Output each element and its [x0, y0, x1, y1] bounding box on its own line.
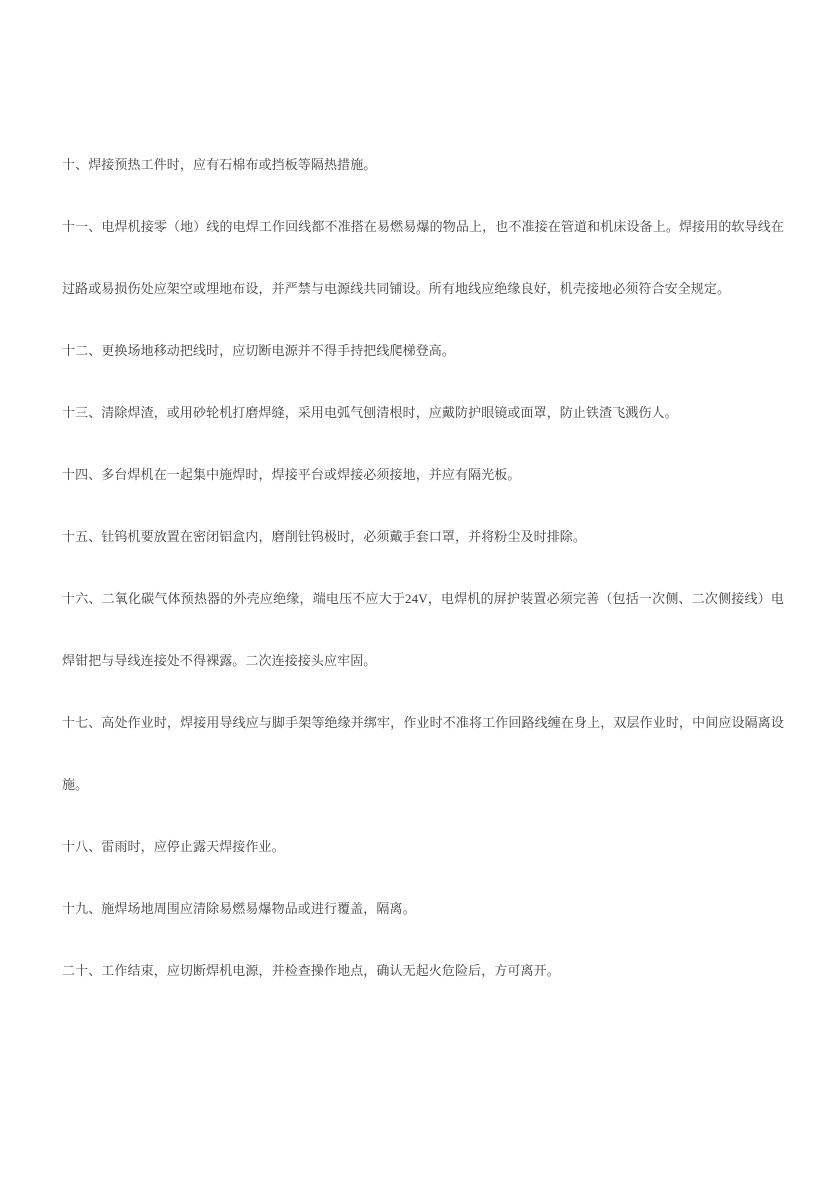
paragraph — [62, 320, 784, 382]
text-line: 十七、高处作业时，焊接用导线应与脚手架等绝缘并绑牢，作业时不准将工作回路线缠在身上，双层作业时，中间应设隔离设 — [62, 715, 784, 730]
document-body — [62, 134, 784, 1002]
text-line: 十五、钍钨机要放置在密闭铝盒内，磨削钍钨极时，必须戴手套口罩，并将粉尘及时排除。 — [62, 529, 587, 544]
text-line: 十四、多台焊机在一起集中施焊时，焊接平台或焊接必须接地，并应有隔光板。 — [62, 467, 521, 482]
paragraph — [62, 878, 784, 940]
paragraph — [62, 444, 784, 506]
paragraph — [62, 506, 784, 568]
paragraph — [62, 196, 784, 320]
text-line: 十六、二氧化碳气体预热器的外壳应绝缘，端电压不应大于24V，电焊机的屏护装置必须完善（包括一次侧、二次侧接线）电 — [62, 591, 784, 606]
text-line: 十三、清除焊渣，或用砂轮机打磨焊缝，采用电弧气刨清根时，应戴防护眼镜或面罩，防止铁渣飞溅伤人。 — [62, 405, 678, 420]
text-line: 施。 — [62, 777, 89, 792]
paragraph — [62, 692, 784, 816]
text-line: 十二、更换场地移动把线时，应切断电源并不得手持把线爬梯登高。 — [62, 343, 456, 358]
paragraph — [62, 568, 784, 692]
paragraph — [62, 816, 784, 878]
paragraph — [62, 382, 784, 444]
paragraph — [62, 134, 784, 196]
paragraph — [62, 940, 784, 1002]
text-line: 十一、电焊机接零（地）线的电焊工作回线都不准搭在易燃易爆的物品上，也不准接在管道和机床设备上。焊接用的软导线在 — [62, 219, 784, 234]
text-line: 焊钳把与导线连接处不得裸露。二次连接接头应牢固。 — [62, 653, 377, 668]
text-line: 十九、施焊场地周围应清除易燃易爆物品或进行覆盖，隔离。 — [62, 901, 416, 916]
text-line: 十、焊接预热工件时，应有石棉布或挡板等隔热措施。 — [62, 157, 377, 172]
text-line: 过路或易损伤处应架空或埋地布设，并严禁与电源线共同铺设。所有地线应绝缘良好，机壳接地必须符合安全规定。 — [62, 281, 731, 296]
text-line: 二十、工作结束，应切断焊机电源，并检查操作地点，确认无起火危险后，方可离开。 — [62, 963, 560, 978]
text-line: 十八、雷雨时，应停止露天焊接作业。 — [62, 839, 285, 854]
